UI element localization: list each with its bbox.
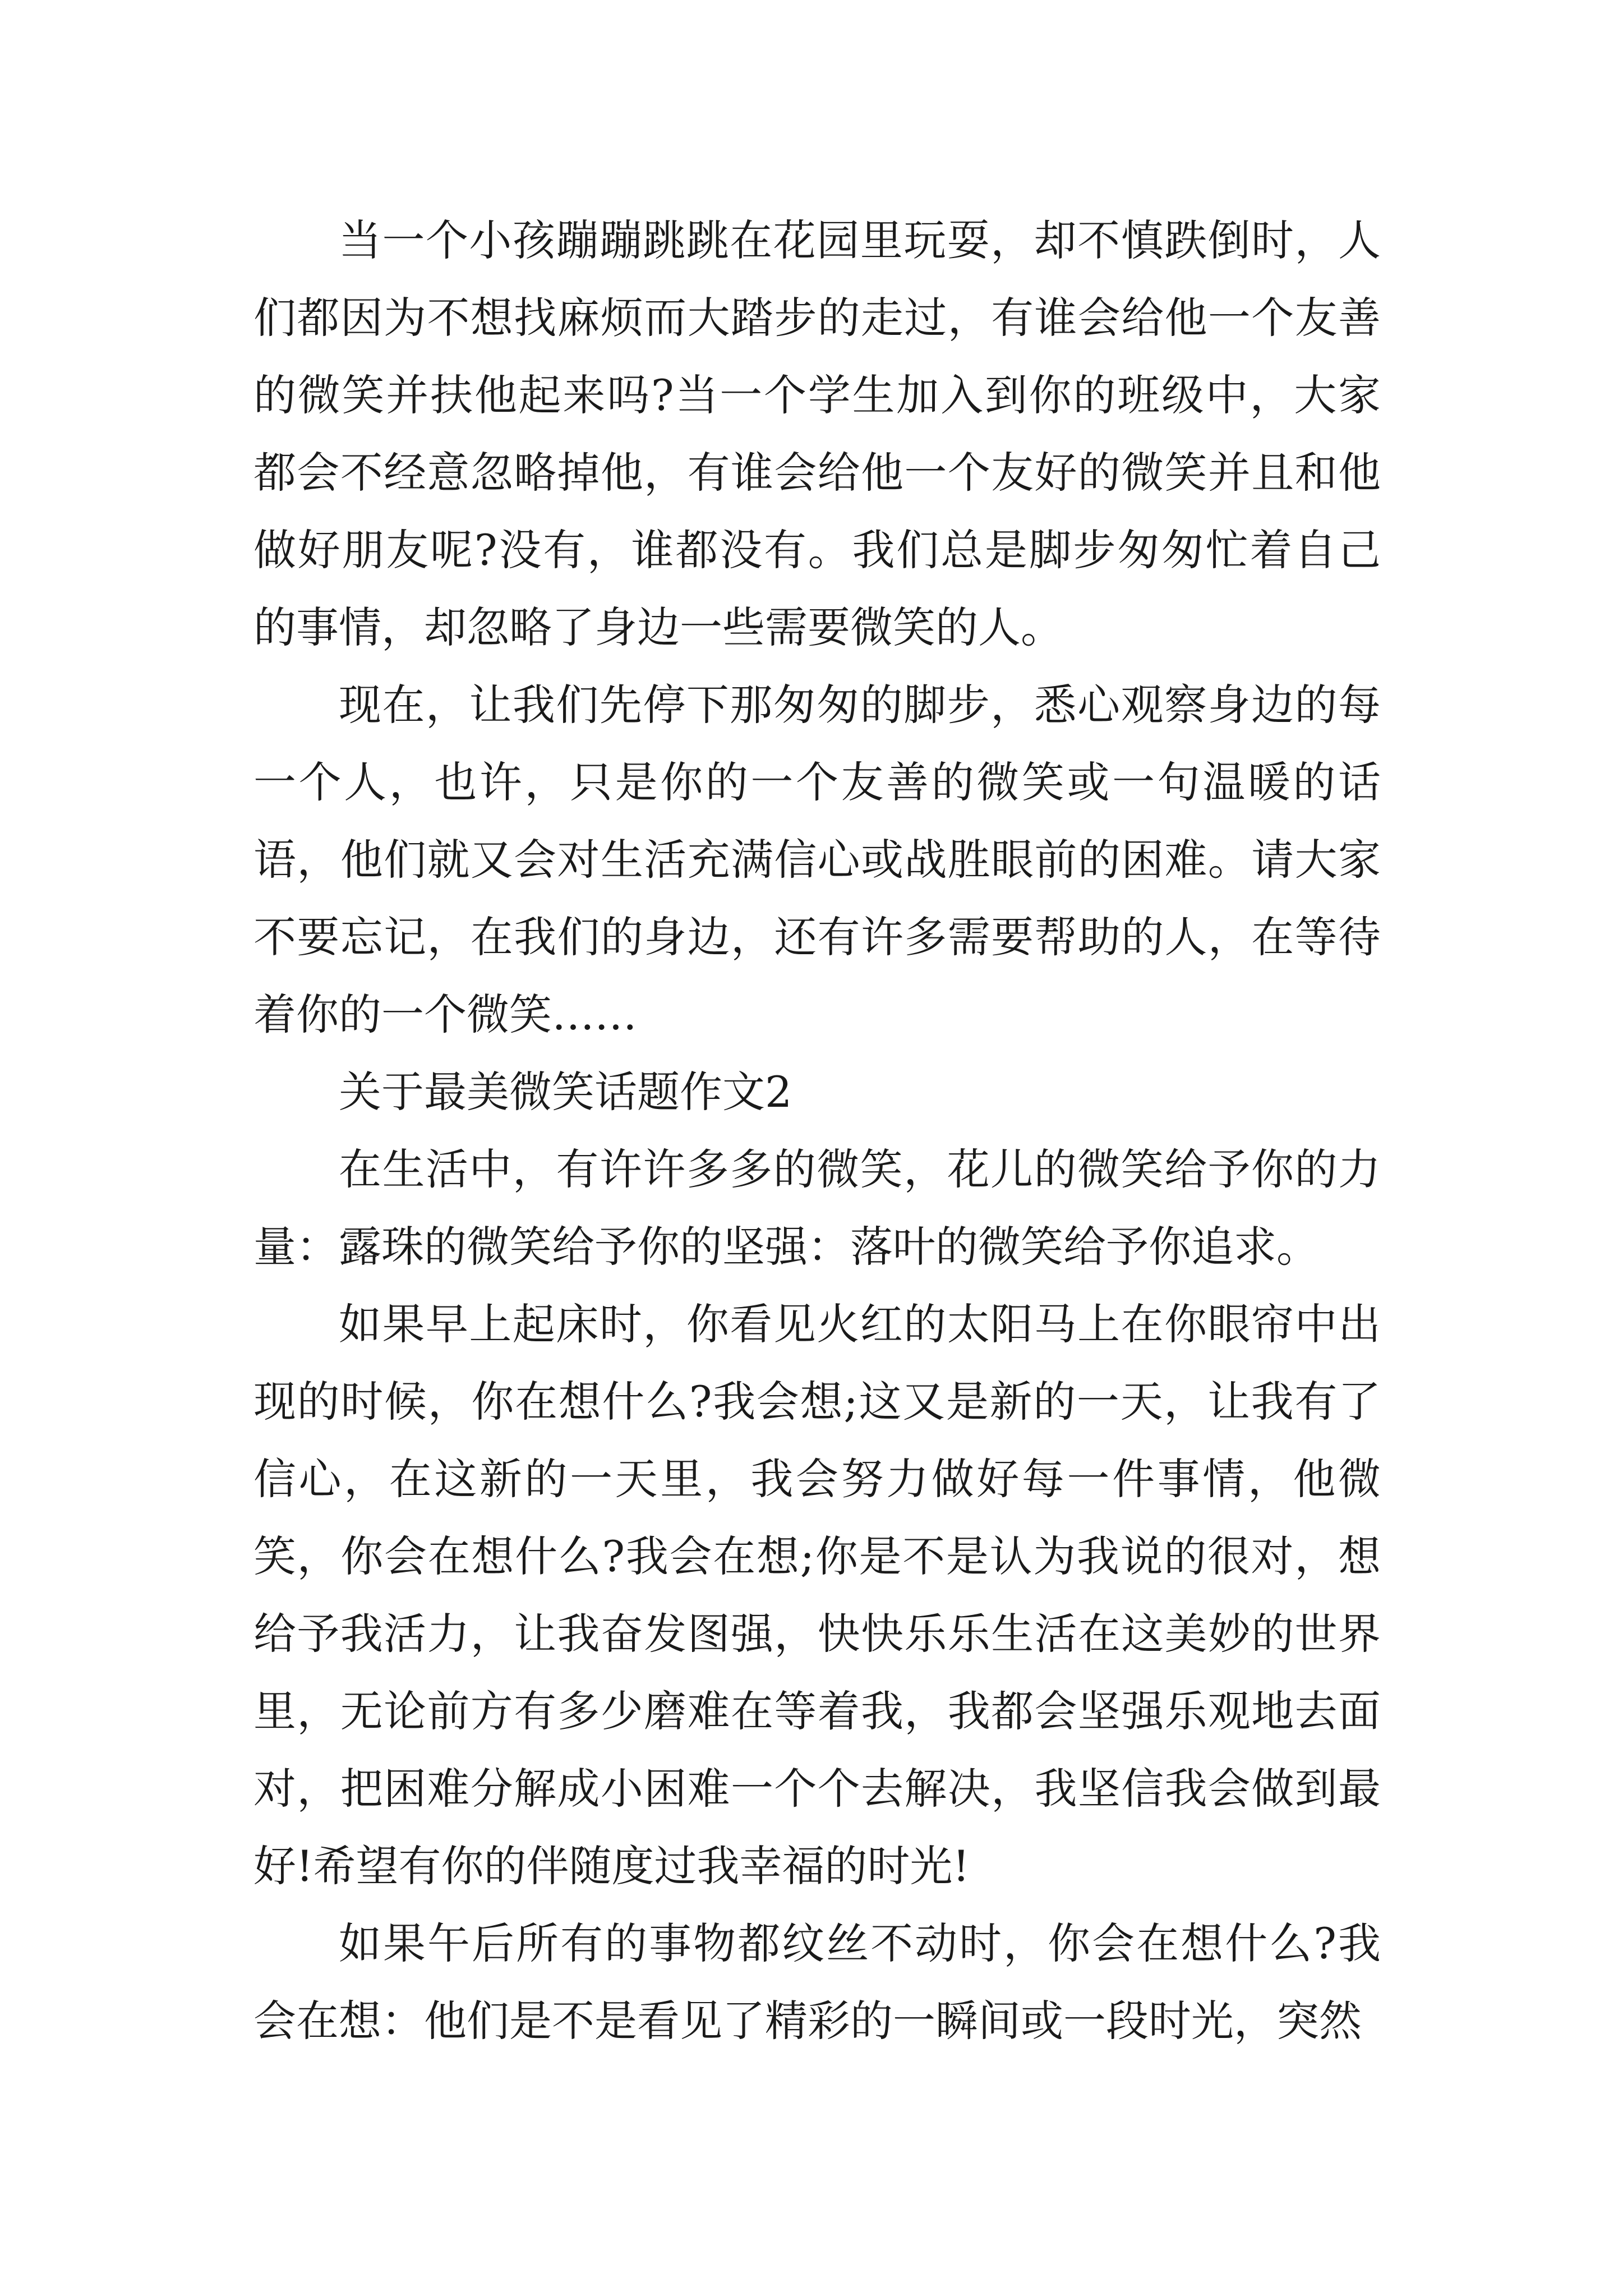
paragraph-3: 在生活中，有许许多多的微笑，花儿的微笑给予你的力量：露珠的微笑给予你的坚强：落叶的微笑给予你追求。 <box>253 1144 1381 1272</box>
section-heading: 关于最美微笑话题作文2 <box>339 1067 792 1117</box>
paragraph-5: 如果午后所有的事物都纹丝不动时，你会在想什么?我会在想：他们是不是看见了精彩的一瞬间或一段时光，突然 <box>253 1918 1381 2046</box>
document-body <box>253 202 1381 2060</box>
paragraph-4: 如果早上起床时，你看见火红的太阳马上在你眼帘中出现的时候，你在想什么?我会想;这又是新的一天，让我有了信心，在这新的一天里，我会努力做好每一件事情，他微笑，你会在想什么?我会在想;你是不是认为我说的很对，想给予我活力，让我奋发图强，快快乐乐生活在这美妙的世界里，无论前方有多少磨难在等着我，我都会坚强乐观地去面对，把困难分解成小困难一个个去解决，我坚信我会做到最好!希望有你的伴随度过我幸福的时光! <box>253 1299 1381 1891</box>
paragraph-1: 当一个小孩蹦蹦跳跳在花园里玩耍，却不慎跌倒时，人们都因为不想找麻烦而大踏步的走过，有谁会给他一个友善的微笑并扶他起来吗?当一个学生加入到你的班级中，大家都会不经意忽略掉他，有谁会给他一个友好的微笑并且和他做好朋友呢?没有，谁都没有。我们总是脚步匆匆忙着自己的事情，却忽略了身边一些需要微笑的人。 <box>253 215 1381 652</box>
paragraph-2: 现在，让我们先停下那匆匆的脚步，悉心观察身边的每一个人，也许，只是你的一个友善的微笑或一句温暖的话语，他们就又会对生活充满信心或战胜眼前的困难。请大家不要忘记，在我们的身边，还有许多需要帮助的人，在等待着你的一个微笑…… <box>253 680 1381 1039</box>
